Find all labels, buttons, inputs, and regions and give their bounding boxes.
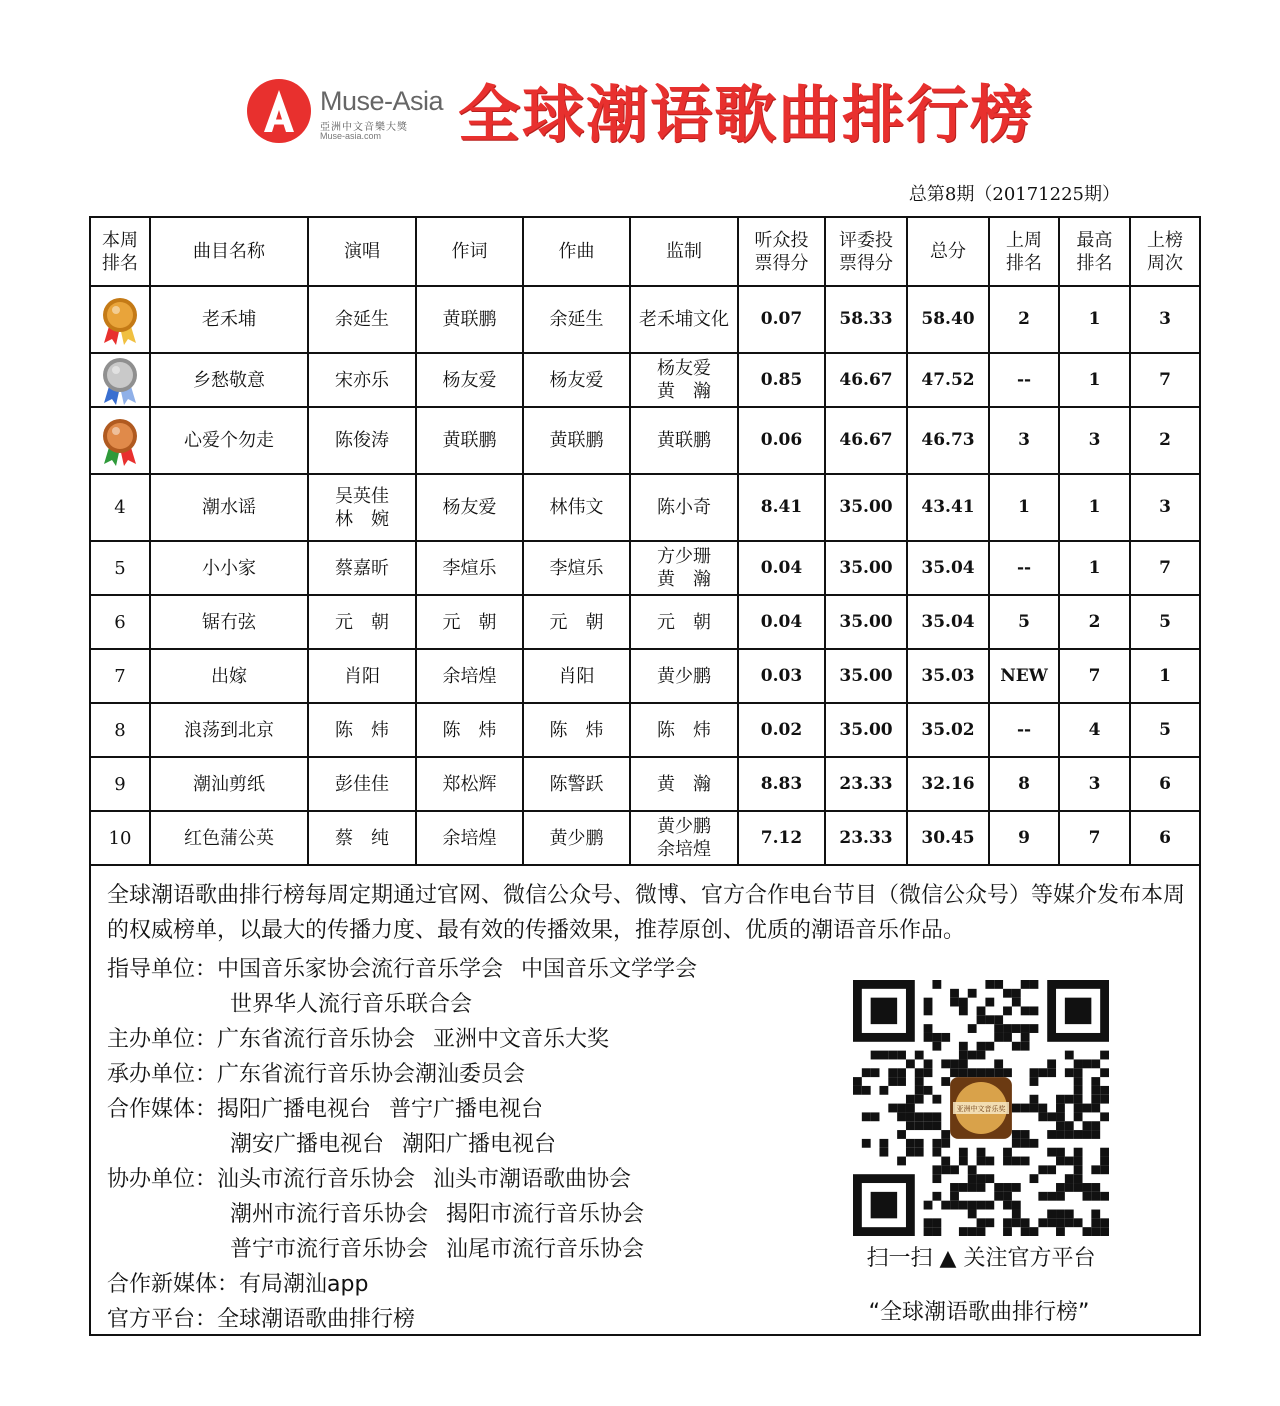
producer: 元 朝 bbox=[630, 595, 738, 649]
table-row bbox=[90, 407, 1200, 474]
total-score: 30.45 bbox=[907, 811, 989, 865]
logo-subtitle: 亞洲中文音樂大獎 bbox=[320, 122, 408, 133]
singer: 陈 炜 bbox=[308, 703, 416, 757]
table-row bbox=[90, 286, 1200, 353]
audience-score: 0.02 bbox=[738, 703, 825, 757]
table-row bbox=[90, 353, 1200, 407]
producer: 黄 瀚 bbox=[630, 757, 738, 811]
organizer-name: 中国音乐文学学会 bbox=[521, 957, 698, 982]
organizer-name: 全球潮语歌曲排行榜 bbox=[217, 1307, 416, 1332]
judge-score: 46.67 bbox=[825, 353, 907, 407]
organizer-name: 世界华人流行音乐联合会 bbox=[230, 992, 473, 1017]
composer: 陈警跃 bbox=[523, 757, 630, 811]
organizer-label: 承办单位： bbox=[107, 1062, 218, 1087]
logo-url: Muse-asia.com bbox=[320, 131, 382, 141]
peak-rank: 1 bbox=[1059, 286, 1130, 353]
peak-rank: 1 bbox=[1059, 353, 1130, 407]
lyricist: 黄联鹏 bbox=[416, 407, 523, 474]
organizer-line bbox=[107, 1022, 697, 1057]
judge-score: 23.33 bbox=[825, 757, 907, 811]
last-week-rank: -- bbox=[989, 541, 1059, 595]
peak-rank: 4 bbox=[1059, 703, 1130, 757]
header-audience-score: 听众投 票得分 bbox=[738, 217, 825, 286]
audience-score: 0.04 bbox=[738, 541, 825, 595]
producer: 陈 炜 bbox=[630, 703, 738, 757]
organizer-line bbox=[107, 1267, 697, 1302]
organizer-label: 协办单位： bbox=[107, 1167, 218, 1192]
table-row bbox=[90, 703, 1200, 757]
lyricist: 余培煌 bbox=[416, 649, 523, 703]
organizer-name: 广东省流行音乐协会 bbox=[217, 1027, 416, 1052]
organizer-name: 亚洲中文音乐大奖 bbox=[433, 1027, 610, 1052]
organizer-name: 汕头市潮语歌曲协会 bbox=[433, 1167, 632, 1192]
organizer-name: 潮阳广播电视台 bbox=[402, 1132, 557, 1157]
organizer-label: 主办单位： bbox=[107, 1027, 218, 1052]
audience-score: 0.06 bbox=[738, 407, 825, 474]
song-name: 潮汕剪纸 bbox=[150, 757, 308, 811]
last-week-rank: 3 bbox=[989, 407, 1059, 474]
header-total-score: 总分 bbox=[907, 217, 989, 286]
header-lyricist: 作词 bbox=[416, 217, 523, 286]
singer: 蔡 纯 bbox=[308, 811, 416, 865]
judge-score: 46.67 bbox=[825, 407, 907, 474]
organizer-line bbox=[107, 1057, 697, 1092]
organizer-line bbox=[107, 1302, 697, 1337]
weeks-on-chart: 3 bbox=[1130, 286, 1200, 353]
song-name: 老禾埔 bbox=[150, 286, 308, 353]
lyricist: 余培煌 bbox=[416, 811, 523, 865]
singer: 元 朝 bbox=[308, 595, 416, 649]
total-score: 35.04 bbox=[907, 595, 989, 649]
organizer-name: 普宁广播电视台 bbox=[389, 1097, 544, 1122]
total-score: 35.02 bbox=[907, 703, 989, 757]
header-composer: 作曲 bbox=[523, 217, 630, 286]
composer: 余延生 bbox=[523, 286, 630, 353]
peak-rank: 7 bbox=[1059, 649, 1130, 703]
lyricist: 郑松辉 bbox=[416, 757, 523, 811]
rank-cell: 7 bbox=[90, 649, 150, 703]
organizer-name: 广东省流行音乐协会潮汕委员会 bbox=[217, 1062, 526, 1087]
composer: 林伟文 bbox=[523, 474, 630, 541]
last-week-rank: 1 bbox=[989, 474, 1059, 541]
header bbox=[0, 0, 1280, 205]
audience-score: 0.04 bbox=[738, 595, 825, 649]
header-rank: 本周 排名 bbox=[90, 217, 150, 286]
producer: 方少珊 黄 瀚 bbox=[630, 541, 738, 595]
singer: 彭佳佳 bbox=[308, 757, 416, 811]
table-row bbox=[90, 649, 1200, 703]
qr-caption: 扫一扫 ▲ 关注官方平台 bbox=[866, 1246, 1096, 1271]
chart-description: 全球潮语歌曲排行榜每周定期通过官网、微信公众号、微博、官方合作电台节目（微信公众号）等媒介发布本周的权威榜单，以最大的传播力度、最有效的传播效果，推荐原创、优质的潮语音乐作品。 bbox=[107, 883, 1186, 943]
qr-caption-platform: “全球潮语歌曲排行榜” bbox=[868, 1300, 1090, 1325]
weeks-on-chart: 7 bbox=[1130, 541, 1200, 595]
last-week-rank: -- bbox=[989, 353, 1059, 407]
page-title: 全球潮语歌曲排行榜 bbox=[458, 78, 1035, 151]
weeks-on-chart: 5 bbox=[1130, 703, 1200, 757]
table-row bbox=[90, 541, 1200, 595]
header-weeks: 上榜 周次 bbox=[1130, 217, 1200, 286]
header-producer: 监制 bbox=[630, 217, 738, 286]
producer: 陈小奇 bbox=[630, 474, 738, 541]
lyricist: 黄联鹏 bbox=[416, 286, 523, 353]
total-score: 46.73 bbox=[907, 407, 989, 474]
table-row bbox=[90, 757, 1200, 811]
judge-score: 35.00 bbox=[825, 595, 907, 649]
audience-score: 0.03 bbox=[738, 649, 825, 703]
issue-label: 总第8期（20171225期） bbox=[908, 184, 1120, 205]
peak-rank: 3 bbox=[1059, 757, 1130, 811]
composer: 黄联鹏 bbox=[523, 407, 630, 474]
organizer-line bbox=[107, 1197, 697, 1232]
organizer-name: 汕尾市流行音乐协会 bbox=[446, 1237, 645, 1262]
organizer-label: 指导单位： bbox=[107, 957, 218, 982]
organizer-line bbox=[107, 952, 697, 987]
organizer-line bbox=[107, 1092, 697, 1127]
peak-rank: 3 bbox=[1059, 407, 1130, 474]
weeks-on-chart: 3 bbox=[1130, 474, 1200, 541]
song-name: 浪荡到北京 bbox=[150, 703, 308, 757]
composer: 黄少鹏 bbox=[523, 811, 630, 865]
song-name: 出嫁 bbox=[150, 649, 308, 703]
singer: 蔡嘉昕 bbox=[308, 541, 416, 595]
logo-name: Muse-Asia bbox=[320, 86, 444, 116]
organizer-name: 潮州市流行音乐协会 bbox=[230, 1202, 429, 1227]
table-body bbox=[90, 286, 1200, 865]
composer: 元 朝 bbox=[523, 595, 630, 649]
qr-code-icon[interactable] bbox=[853, 980, 1109, 1236]
rank-cell: 9 bbox=[90, 757, 150, 811]
qr-badge-text: 亚洲中文音乐奖 bbox=[956, 1105, 1006, 1113]
gold-medal-icon bbox=[98, 295, 142, 345]
producer: 黄少鹏 bbox=[630, 649, 738, 703]
organizer-line bbox=[107, 1162, 697, 1197]
audience-score: 0.85 bbox=[738, 353, 825, 407]
organizer-line bbox=[107, 1232, 697, 1267]
peak-rank: 1 bbox=[1059, 541, 1130, 595]
singer: 陈俊涛 bbox=[308, 407, 416, 474]
total-score: 32.16 bbox=[907, 757, 989, 811]
rank-cell bbox=[90, 407, 150, 474]
weeks-on-chart: 1 bbox=[1130, 649, 1200, 703]
organizer-name: 潮安广播电视台 bbox=[230, 1132, 385, 1157]
bronze-medal-icon bbox=[98, 416, 142, 466]
judge-score: 35.00 bbox=[825, 703, 907, 757]
table-row bbox=[90, 595, 1200, 649]
total-score: 35.04 bbox=[907, 541, 989, 595]
audience-score: 7.12 bbox=[738, 811, 825, 865]
weeks-on-chart: 5 bbox=[1130, 595, 1200, 649]
composer: 肖阳 bbox=[523, 649, 630, 703]
song-name: 小小家 bbox=[150, 541, 308, 595]
song-name: 潮水谣 bbox=[150, 474, 308, 541]
singer: 肖阳 bbox=[308, 649, 416, 703]
rank-cell bbox=[90, 353, 150, 407]
info-panel bbox=[89, 864, 1201, 1336]
composer: 李煊乐 bbox=[523, 541, 630, 595]
singer: 宋亦乐 bbox=[308, 353, 416, 407]
judge-score: 35.00 bbox=[825, 649, 907, 703]
table-row bbox=[90, 474, 1200, 541]
lyricist: 陈 炜 bbox=[416, 703, 523, 757]
table-row bbox=[90, 811, 1200, 865]
judge-score: 35.00 bbox=[825, 474, 907, 541]
organizer-name: 揭阳市流行音乐协会 bbox=[446, 1202, 645, 1227]
song-name: 乡愁敬意 bbox=[150, 353, 308, 407]
lyricist: 李煊乐 bbox=[416, 541, 523, 595]
weeks-on-chart: 7 bbox=[1130, 353, 1200, 407]
rank-cell: 6 bbox=[90, 595, 150, 649]
last-week-rank: -- bbox=[989, 703, 1059, 757]
header-song: 曲目名称 bbox=[150, 217, 308, 286]
producer: 杨友爱 黄 瀚 bbox=[630, 353, 738, 407]
organizer-line bbox=[107, 1127, 697, 1162]
header-singer: 演唱 bbox=[308, 217, 416, 286]
last-week-rank: 9 bbox=[989, 811, 1059, 865]
song-name: 心爱个勿走 bbox=[150, 407, 308, 474]
last-week-rank: 2 bbox=[989, 286, 1059, 353]
song-name: 红色蒲公英 bbox=[150, 811, 308, 865]
peak-rank: 2 bbox=[1059, 595, 1130, 649]
judge-score: 35.00 bbox=[825, 541, 907, 595]
weeks-on-chart: 6 bbox=[1130, 757, 1200, 811]
lyricist: 杨友爱 bbox=[416, 353, 523, 407]
last-week-rank: NEW bbox=[989, 649, 1059, 703]
total-score: 47.52 bbox=[907, 353, 989, 407]
organizer-name: 汕头市流行音乐协会 bbox=[217, 1167, 416, 1192]
composer: 陈 炜 bbox=[523, 703, 630, 757]
organizer-name: 中国音乐家协会流行音乐学会 bbox=[217, 957, 504, 982]
rank-cell: 4 bbox=[90, 474, 150, 541]
organizer-label: 官方平台： bbox=[107, 1307, 218, 1332]
header-last-week: 上周 排名 bbox=[989, 217, 1059, 286]
rank-cell: 8 bbox=[90, 703, 150, 757]
rank-cell: 10 bbox=[90, 811, 150, 865]
organizer-name: 普宁市流行音乐协会 bbox=[230, 1237, 429, 1262]
organizer-name: 揭阳广播电视台 bbox=[217, 1097, 372, 1122]
song-name: 锯冇弦 bbox=[150, 595, 308, 649]
audience-score: 8.41 bbox=[738, 474, 825, 541]
organizer-line bbox=[107, 987, 697, 1022]
organizer-list bbox=[107, 952, 697, 1337]
total-score: 35.03 bbox=[907, 649, 989, 703]
singer: 吴英佳 林 婉 bbox=[308, 474, 416, 541]
lyricist: 杨友爱 bbox=[416, 474, 523, 541]
table-header-row bbox=[90, 217, 1200, 286]
ranking-table bbox=[89, 216, 1201, 866]
last-week-rank: 5 bbox=[989, 595, 1059, 649]
silver-medal-icon bbox=[98, 355, 142, 405]
producer: 黄联鹏 bbox=[630, 407, 738, 474]
peak-rank: 7 bbox=[1059, 811, 1130, 865]
header-judge-score: 评委投 票得分 bbox=[825, 217, 907, 286]
producer: 老禾埔文化 bbox=[630, 286, 738, 353]
total-score: 58.40 bbox=[907, 286, 989, 353]
singer: 余延生 bbox=[308, 286, 416, 353]
rank-cell bbox=[90, 286, 150, 353]
header-peak: 最高 排名 bbox=[1059, 217, 1130, 286]
total-score: 43.41 bbox=[907, 474, 989, 541]
peak-rank: 1 bbox=[1059, 474, 1130, 541]
weeks-on-chart: 6 bbox=[1130, 811, 1200, 865]
rank-cell: 5 bbox=[90, 541, 150, 595]
judge-score: 23.33 bbox=[825, 811, 907, 865]
audience-score: 8.83 bbox=[738, 757, 825, 811]
last-week-rank: 8 bbox=[989, 757, 1059, 811]
producer: 黄少鹏 余培煌 bbox=[630, 811, 738, 865]
composer: 杨友爱 bbox=[523, 353, 630, 407]
organizer-name: 有局潮汕app bbox=[239, 1272, 369, 1297]
weeks-on-chart: 2 bbox=[1130, 407, 1200, 474]
judge-score: 58.33 bbox=[825, 286, 907, 353]
organizer-label: 合作新媒体： bbox=[107, 1272, 240, 1297]
audience-score: 0.07 bbox=[738, 286, 825, 353]
lyricist: 元 朝 bbox=[416, 595, 523, 649]
muse-asia-logo-icon bbox=[246, 78, 312, 144]
organizer-label: 合作媒体： bbox=[107, 1097, 218, 1122]
